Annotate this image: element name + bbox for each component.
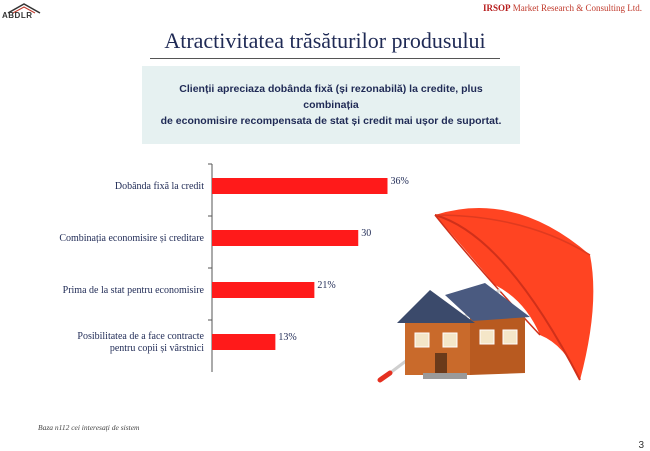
company-name-rest: Market Research & Consulting Ltd.: [510, 3, 642, 13]
bar-chart: [0, 150, 420, 380]
callout-line-2: de economisire recompensata de stat și credit mai ușor de suportat.: [160, 115, 502, 127]
bar-value-label: 21%: [317, 280, 336, 291]
bar: [212, 334, 275, 350]
category-label: [115, 181, 204, 192]
callout-line-1: Clienții apreciaza dobânda fixă (și rezonabilă) la credite, plus combinația: [179, 83, 483, 111]
bar: [212, 178, 388, 194]
page-number: 3: [638, 440, 644, 451]
bar-value-label: 30: [361, 228, 372, 239]
title-underline: [150, 58, 500, 59]
bar: [212, 230, 358, 246]
category-label-line: Posibilitatea de a face contracte: [77, 331, 204, 342]
company-name-bold: IRSOP: [483, 3, 511, 13]
category-label: [59, 233, 204, 244]
company-name: [483, 3, 642, 13]
category-label: [63, 285, 205, 296]
category-label-line: pentru copii și vârstnici: [109, 343, 204, 354]
category-label-line: Dobânda fixă la credit: [114, 181, 204, 192]
bar-value-label: 13%: [278, 332, 297, 343]
category-label-line: Prima de la stat pentru economisire: [62, 285, 204, 296]
bar-value-label: 36%: [390, 176, 409, 187]
logo-text: ABDLR: [2, 11, 33, 20]
callout-box: [142, 66, 520, 144]
house-umbrella-illustration: [375, 195, 605, 390]
category-label-line: Combinația economisire și creditare: [59, 233, 204, 244]
category-label: [77, 331, 204, 354]
page-title: Atractivitatea trăsăturilor produsului: [164, 28, 486, 53]
footnote: Baza n112 cei interesați de sistem: [38, 423, 140, 432]
bar: [212, 282, 314, 298]
